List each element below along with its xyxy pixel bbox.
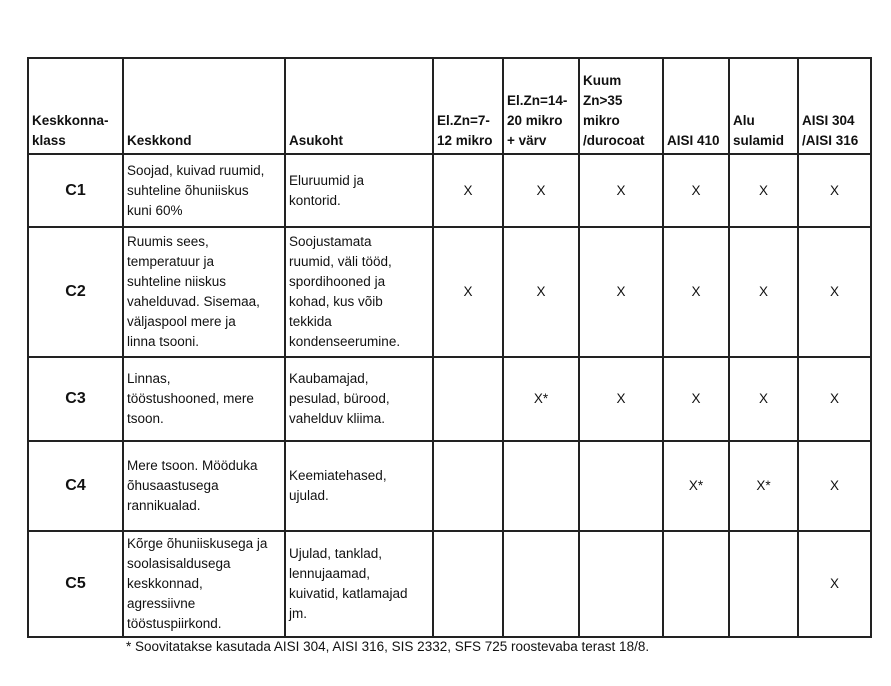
environment-cell [123,441,285,531]
location-cell [285,441,433,531]
environment-cell [123,357,285,441]
suitability-mark: X [579,357,663,441]
suitability-mark [579,441,663,531]
environment-text: Linnas, tööstushooned, mere tsoon. [127,371,254,426]
environment-text: Soojad, kuivad ruumid, suhteline õhuniiskus kuni 60% [127,162,265,218]
environment-cell [123,154,285,227]
class-cell: C4 [28,441,123,531]
suitability-mark [579,531,663,637]
table-row [28,227,871,357]
corrosion-table-wrapper [27,57,872,638]
location-cell [285,357,433,441]
suitability-mark: X [663,357,729,441]
header-kuum-zn [579,58,663,154]
suitability-mark: X [663,154,729,227]
header-aisi-304-316 [798,58,871,154]
location-cell [285,154,433,227]
environment-text: Mere tsoon. Mööduka õhusaastusega rannikualad. [127,458,258,513]
location-text: Kaubamajad, pesulad, bürood, vahelduv kliima. [289,371,390,426]
suitability-mark: X [663,227,729,357]
suitability-mark: X [729,357,798,441]
class-cell: C2 [28,227,123,357]
table-row [28,357,871,441]
header-label: El.Zn=7- 12 mikro [437,113,493,148]
header-row [28,58,871,154]
suitability-mark [503,441,579,531]
corrosion-class-table [27,57,872,638]
location-cell [285,531,433,637]
suitability-mark: X* [729,441,798,531]
environment-text: Ruumis sees, temperatuur ja suhteline niiskus vahelduvad. Sisemaa, väljaspool mere ja linna tsooni. [127,234,260,349]
suitability-mark: X [798,227,871,357]
header-aisi-410 [663,58,729,154]
suitability-mark: X [433,227,503,357]
environment-text: Kõrge õhuniiskusega ja soolasisaldusega keskkonnad, agressiivne tööstuspiirkond. [127,536,268,631]
class-cell: C1 [28,154,123,227]
suitability-mark: X [729,154,798,227]
suitability-mark: X [433,154,503,227]
footnote: * Soovitatakse kasutada AISI 304, AISI 316, SIS 2332, SFS 725 roostevaba terast 18/8. [126,639,650,654]
location-text: Soojustamata ruumid, väli tööd, spordihooned ja kohad, kus võib tekkida kondenseerumine. [289,234,401,349]
suitability-mark: X [579,227,663,357]
suitability-mark: X [729,227,798,357]
suitability-mark [433,531,503,637]
suitability-mark [503,531,579,637]
header-label: Alu sulamid [733,113,785,148]
suitability-mark: X [798,154,871,227]
header-elzn-7-12 [433,58,503,154]
header-label: AISI 410 [667,133,720,148]
table-row [28,154,871,227]
location-text: Eluruumid ja kontorid. [289,172,365,208]
suitability-mark [433,441,503,531]
location-cell [285,227,433,357]
suitability-mark: X [503,227,579,357]
class-cell: C3 [28,357,123,441]
suitability-mark: X [503,154,579,227]
header-label: Keskkonna- klass [32,113,109,148]
suitability-mark [433,357,503,441]
header-asukoht [285,58,433,154]
environment-cell [123,227,285,357]
header-label: Asukoht [289,133,343,148]
environment-cell [123,531,285,637]
suitability-mark: X [579,154,663,227]
header-label: Kuum Zn>35 mikro /durocoat [583,73,645,148]
header-alu-sulamid [729,58,798,154]
header-keskkond [123,58,285,154]
suitability-mark: X* [663,441,729,531]
suitability-mark: X [798,357,871,441]
suitability-mark: X [798,531,871,637]
suitability-mark [729,531,798,637]
table-row [28,441,871,531]
suitability-mark [663,531,729,637]
suitability-mark: X [798,441,871,531]
table-body [28,154,871,637]
table-row [28,531,871,637]
location-text: Keemiatehased, ujulad. [289,468,387,503]
header-keskkonnaklass [28,58,123,154]
class-cell: C5 [28,531,123,637]
suitability-mark: X* [503,357,579,441]
header-elzn-14-20 [503,58,579,154]
location-text: Ujulad, tanklad, lennujaamad, kuivatid, katlamajad jm. [289,546,408,621]
header-label: AISI 304 /AISI 316 [802,113,859,148]
header-label: El.Zn=14- 20 mikro + värv [507,93,568,148]
header-label: Keskkond [127,133,192,148]
